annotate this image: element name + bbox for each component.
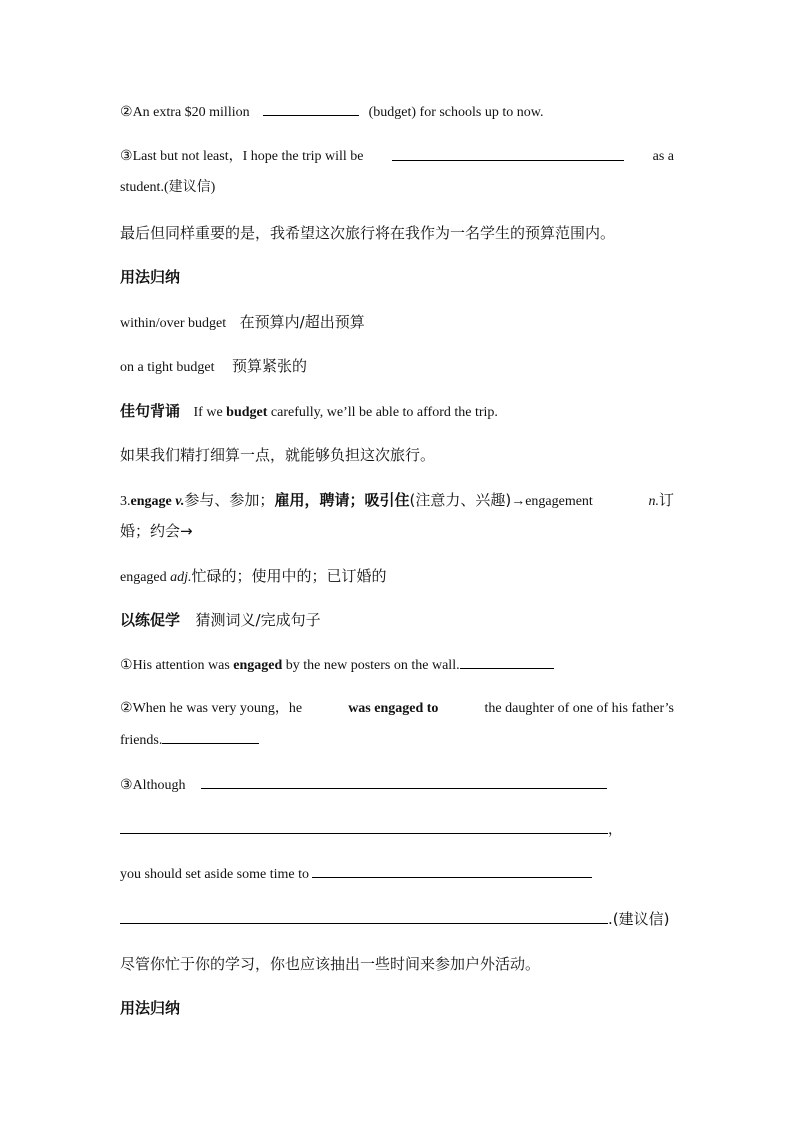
- answer-blank[interactable]: [120, 910, 608, 924]
- word-entry: [120, 490, 674, 512]
- sentence-text: friends.: [120, 733, 163, 748]
- translation: 最后但同样重要的是，我希望这次旅行将在我作为一名学生的预算范围内。: [120, 224, 616, 242]
- sentence-text: you should set aside some time to: [120, 867, 309, 882]
- translation: 尽管你忙于你的学习，你也应该抽出一些时间来参加户外活动。: [120, 955, 541, 973]
- usage-phrase: on a tight budget: [120, 360, 215, 375]
- sense-note: (注意力、兴趣): [409, 491, 512, 509]
- answer-blank[interactable]: [312, 864, 592, 878]
- usage-item: [120, 356, 307, 378]
- word-entry-continued: 婚；约会→: [120, 522, 193, 540]
- sentence-text: (budget) for schools up to now.: [368, 105, 544, 120]
- derived-word: engaged: [120, 570, 167, 585]
- sentence-text: When he was very young，he: [132, 701, 303, 716]
- practice-heading: [120, 610, 321, 632]
- sentence-text: Last but not least，I hope the trip will be: [132, 149, 364, 164]
- sentence-text: His attention was: [132, 658, 230, 673]
- translation: 如果我们精打细算一点，就能够负担这次旅行。: [120, 446, 436, 464]
- practice-2-continued: [120, 730, 259, 751]
- sentence-text: the daughter of one of his father’s: [484, 701, 674, 716]
- word-entry-derived: [120, 566, 387, 588]
- circled-number: ③: [120, 149, 133, 164]
- sense: 雇用，聘请；: [274, 491, 365, 509]
- headword: engage: [130, 494, 172, 509]
- practice-3-line2: [120, 820, 622, 841]
- section-label: 佳句背诵: [120, 402, 181, 420]
- sentence-text: .(建议信): [608, 910, 670, 928]
- sentence-text: as a: [652, 149, 674, 164]
- exercise-2: [120, 102, 543, 123]
- answer-blank[interactable]: [201, 775, 607, 789]
- answer-blank[interactable]: [392, 147, 624, 161]
- usage-meaning: 预算紧张的: [232, 357, 308, 375]
- circled-number: ①: [120, 658, 133, 673]
- punctuation: ，: [608, 823, 622, 838]
- keyword: budget: [226, 405, 268, 420]
- sense: 吸引住: [364, 491, 410, 509]
- sense: 参与、参加；: [184, 491, 275, 509]
- sense: 订: [658, 491, 674, 509]
- model-sentence: [120, 401, 498, 423]
- sentence-text: Although: [132, 778, 186, 793]
- answer-blank[interactable]: [162, 730, 259, 744]
- practice-1: [120, 655, 554, 676]
- usage-item: [120, 312, 365, 334]
- derived-word: →engagement: [511, 494, 593, 509]
- part-of-speech: v.: [175, 494, 185, 509]
- practice-3-line3: [120, 864, 592, 885]
- circled-number: ②: [120, 105, 133, 120]
- sentence-text: If we: [193, 405, 223, 420]
- sentence-text: carefully, we’ll be able to afford the trip.: [270, 405, 498, 420]
- sentence-text: An extra $20 million: [132, 105, 250, 120]
- entry-number: 3.: [120, 494, 131, 509]
- section-subtitle: 猜测词义/完成句子: [195, 611, 321, 629]
- section-heading: 用法归纳: [120, 999, 181, 1017]
- part-of-speech: adj.: [170, 570, 192, 585]
- usage-phrase: within/over budget: [120, 316, 227, 331]
- answer-blank[interactable]: [460, 655, 554, 669]
- sense: 忙碌的；使用中的；已订婚的: [191, 567, 387, 585]
- keyword: engaged: [233, 658, 283, 673]
- usage-meaning: 在预算内/超出预算: [239, 313, 365, 331]
- answer-blank[interactable]: [263, 102, 359, 116]
- exercise-3-continued: student.(建议信): [120, 180, 216, 195]
- circled-number: ②: [120, 701, 133, 716]
- practice-3: [120, 775, 607, 796]
- section-heading: 用法归纳: [120, 268, 181, 286]
- practice-3-line4: [120, 909, 669, 931]
- answer-blank[interactable]: [120, 820, 608, 834]
- sentence-text: by the new posters on the wall.: [285, 658, 460, 673]
- section-label: 以练促学: [120, 611, 181, 629]
- keyword: was engaged to: [348, 701, 439, 716]
- circled-number: ③: [120, 778, 133, 793]
- part-of-speech: n.: [648, 494, 659, 509]
- practice-2: [120, 699, 674, 719]
- exercise-3: [120, 147, 674, 167]
